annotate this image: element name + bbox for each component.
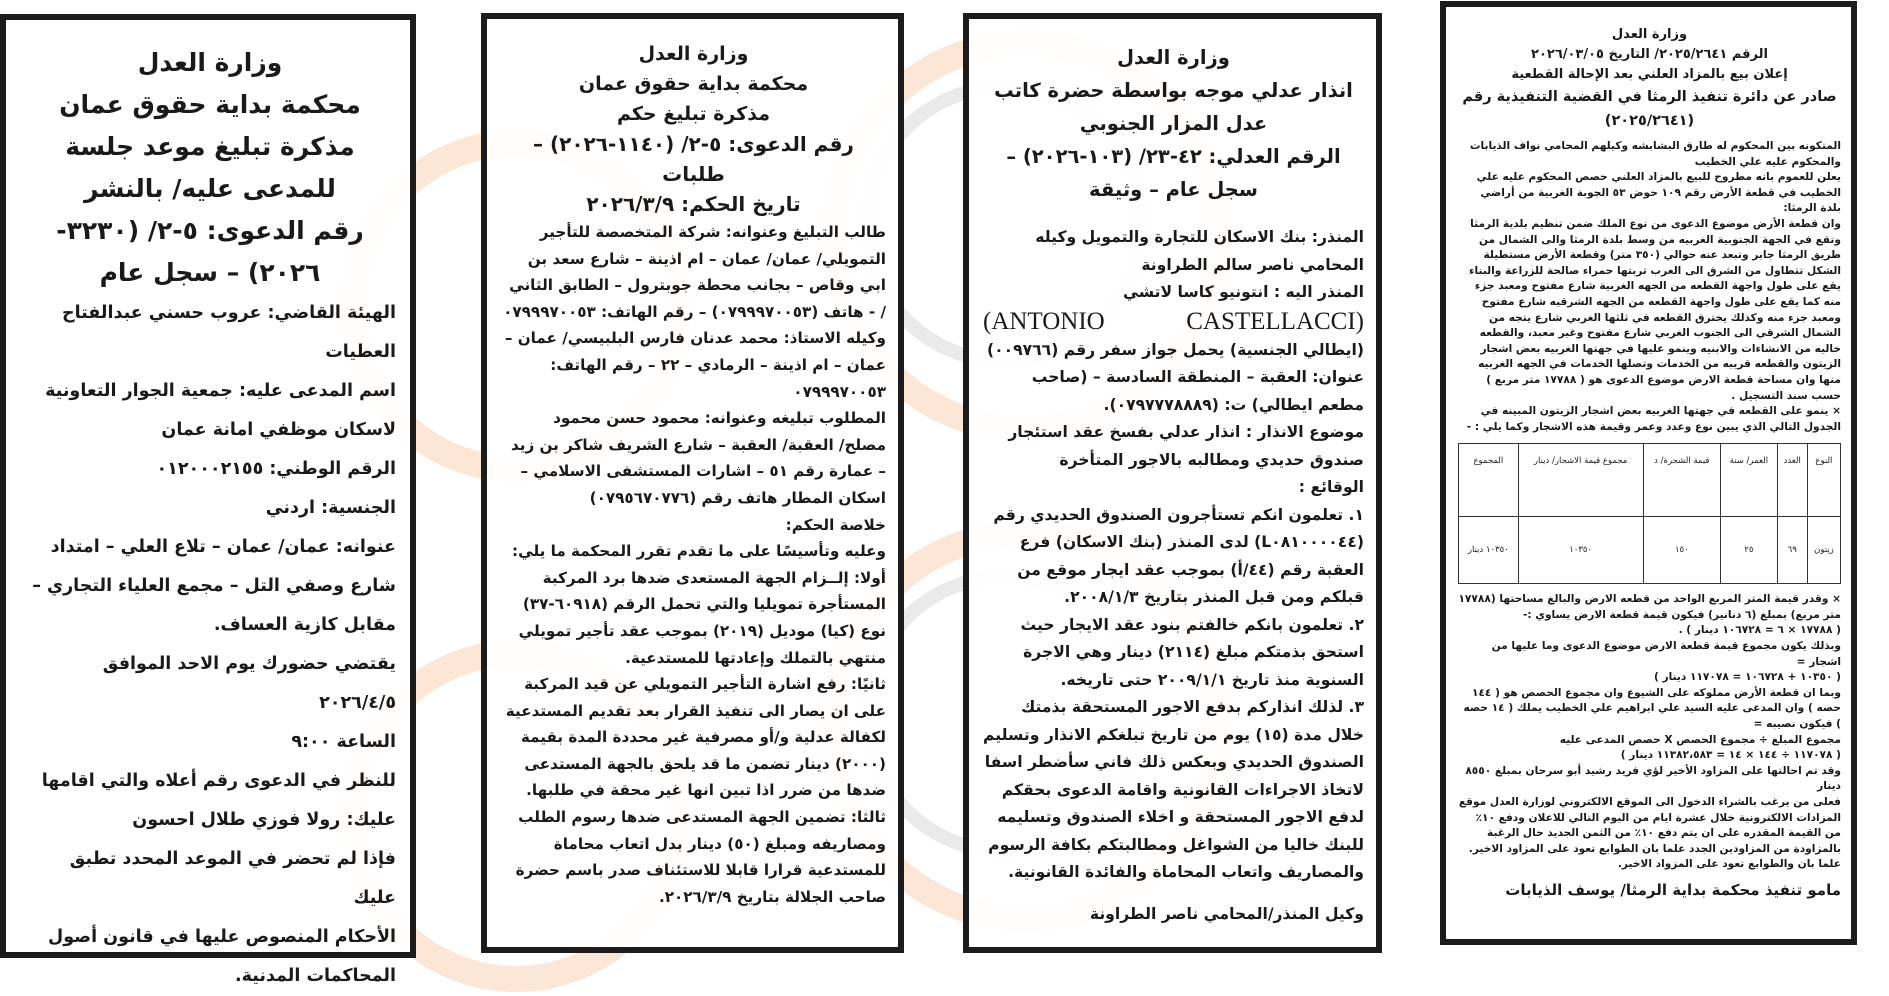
notice-body: [24, 294, 396, 996]
table-cell: ١٠٣٥٠: [1518, 517, 1643, 584]
court-name: محكمة بداية حقوق عمان: [59, 90, 361, 119]
court-name: محكمة بداية حقوق عمان: [578, 73, 809, 95]
table-row: [1459, 517, 1841, 584]
notice-title-2: للمدعى عليه/ بالنشر: [84, 174, 336, 203]
body-line: فإذا لم تحضر في الموعد المحدد تطبق عليك: [69, 849, 396, 908]
calculation-line: ( ١٧٧٨٨ × ٦ = ١٠٦٧٢٨ دينار ) .: [1678, 624, 1841, 637]
notice-title: إعلان بيع بالمزاد العلني بعد الإحالة القطعية: [1511, 67, 1788, 82]
passport-line: (ايطالي الجنسية) يحمل جواز سفر رقم (٠٠٩٧٦٦): [986, 340, 1364, 359]
plaintiff-name: عليك: رولا فوزي طلال احسون: [132, 810, 396, 830]
body-paragraph: وعليه وتأسيسًا على ما تقدم تقرر المحكمة ما يلي:: [512, 542, 886, 561]
case-type: طلبات: [662, 162, 725, 186]
total-paragraph: وبذلك يكون مجموع قيمة قطعة الارض موضوع الدعوى وما عليها من اشجار =: [1491, 640, 1841, 668]
table-header-row: [1459, 444, 1841, 517]
notice-title: مذكرة تبليغ حكم: [616, 103, 771, 125]
table-cell: ٢٥: [1721, 517, 1778, 584]
hearing-time: الساعة ٩:٠٠: [291, 732, 396, 752]
warned-party: المنذر اليه : انتونيو كاسا لاتشي: [1123, 283, 1364, 301]
signature: مامو تنفيذ محكمة بداية الرمثا/ يوسف الذيابات: [1505, 880, 1841, 899]
calculation-line: ( ١٠٣٥٠ + ١٠٦٧٢٨ = ١١٧٠٧٨ دينار ): [1653, 671, 1841, 684]
hearing-date: يقتضي حضورك يوم الاحد الموافق ٢٠٢٦/٤/٥: [102, 654, 396, 713]
ruling-second: ثانيًا: رفع اشارة التأجير التمويلي عن قيد المركبة على ان يصار الى تنفيذ القرار بعد تقديم المستدعية لكفالة عدلية و/أو مصرفية غير محددة المدة بقيمة (٢٠٠٠) دينار تضمن ما قد يلحق بالجهة المستدعى ضدها من ضرر اذا تبين انها غير محقة في طلبها.: [505, 675, 886, 800]
trees-intro: × ينمو على القطعه في جهتها الغربيه بعض اشجار الزيتون المبينه في الجدول التالي الذي يبين نوع وعدد وعمر وقيمة هذه الاشجار وكما يلي : -: [1466, 405, 1841, 433]
ruling-first: أولا: إلــزام الجهة المستعدى ضدها برد المركبة المستأجرة تمويليا والتي تحمل الرقم (٦٠٩١٨-٣٧) نوع (كيا) موديل (٢٠١٩) بموجب عقد تأجير تمويلي منتهي بالتملك وإعادتها للمستدعية.: [518, 568, 886, 667]
reference-type: سجل عام – وثيقة: [1089, 178, 1258, 201]
notice-body: [501, 219, 886, 910]
subject-paragraph: موضوع الانذار : انذار عدلي بفسخ عقد استئجار صندوق حديدي ومطالبه بالاجور المتأخرة: [1008, 423, 1364, 469]
notice-header: [501, 39, 886, 219]
calculation-line: ( ١١٧٠٧٨ ÷ ١٤٤ × ١٤ = ١١٣٨٢،٥٨٣ دينار ): [1620, 749, 1841, 762]
notice-title: مذكرة تبليغ موعد جلسة: [65, 132, 355, 161]
notice-body: [983, 224, 1364, 887]
reference-number: الرقم العدلي: ٤٢-٢٣/ (١٠٣-٢٠٢٦) –: [1006, 145, 1341, 168]
address-line: شارع وصفي التل – مجمع العلياء التجاري –: [32, 576, 396, 596]
nationality: الجنسية: اردني: [265, 498, 396, 518]
requester-paragraph: طالب التبليغ وعنوانه: شركة المتخصصة للتأجير التمويلي/ عمان/ عمان – ام اذينة – شارع سعد بن ابي وقاص – بجانب محطة جوبترول – الطابق الثاني / - هاتف (٠٧٩٩٩٧٠٠٥٣) – رقم الهاتف: ٠٧٩٩٩٧٠٠٥٣: [503, 223, 886, 321]
trees-table: [1458, 443, 1841, 584]
ministry-title: وزارة العدل: [1611, 27, 1688, 42]
body-line: لاسكان موظفي امانة عمان: [161, 420, 396, 440]
notice-body: [1458, 139, 1841, 873]
column-header: العمر/ سنة: [1721, 444, 1778, 517]
last-bidder-paragraph: وقد تم احالتها على المزاود الأخير لؤي فريد رشيد أبو سرحان بمبلغ ٨٥٥٠ دينار: [1465, 764, 1841, 793]
valuation-paragraph: × وقدر قيمة المتر المربع الواحد من قطعه الارض والبالغ مساحتها (١٧٧٨٨ متر مربع) بمبلغ (٦ دنانير) فيكون قيمة قطعة الارض يساوي :-: [1458, 593, 1841, 621]
address-paragraph: عنوان: العقبة – المنطقة السادسة – (صاحب مطعم ايطالي) ت: (٠٧٩٧٧٧٨٨٨٩).: [1031, 368, 1364, 414]
body-line: الأحكام المنصوص عليها في قانون أصول: [48, 927, 396, 947]
notice-header: [1458, 25, 1841, 133]
land-description: وان قطعة الأرض موضوع الدعوى من نوع الملك ضمن تنظيم بلدية الرمثا وتقع في الجهة الجنوبية الغربيه من وسط بلدة الرمثا والى الشمال من طريق الرمثا جابر وتبعد عنه حوالي (٣٥٠ متر) وقطعة الأرض مستطيلة الشكل تتطاول من الشرق الى الغرب تربتها حمراء صالحة للزراعة والبناء يقع على طول واجهة القطعه من الجهه الغربية شارع مفتوح ومعبد جزء منه كما يقع على طول واجهة القطعه من الجهه الشرقيه شارع مفتوح ومعبد جزء منه وكذلك يخترق القطعه في ثلثها الغربي شارع يتجه من الشمال الشرقي الى الجنوب الغربي شارع مفتوح وغير معبد، والقطعه خاليه من الانشاءات والابنيه وينمو عليها في جهتها الغربيه بعض اشجار الزيتون والقطعه قريبه من الخدمات وتصلها الخدمات في الجهه الغربيه منها وان مساحة قطعة الارض موضوع الدعوى هو ( ١٧٧٨٨ متر مربع ) حسب سند التسجيل .: [1469, 217, 1841, 402]
judgment-summary-label: خلاصة الحكم:: [785, 515, 886, 534]
body-line: العطيات: [325, 342, 396, 362]
address-line: مقابل كازية العساف.: [213, 615, 396, 635]
stamps-note: علما بان والطوابع تعود على المزواد الاخير.: [1617, 858, 1841, 871]
warner-paragraph: المنذر: بنك الاسكان للتجارة والتمويل وكيله المحامي ناصر سالم الطراونة: [1035, 228, 1364, 274]
column-header: النوع: [1807, 444, 1840, 517]
attorney-paragraph: وكيله الاستاذ: محمد عدنان فارس البلبيسي/ عمان – عمان – ام اذينة – الرمادي – ٢٢ – رقم الهاتف: ٠٧٩٩٩٧٠٠٥٣: [504, 329, 886, 401]
table-cell: زيتون: [1807, 517, 1840, 584]
bidding-instructions: فعلى من يرغب بالشراء الدخول الى الموقع الالكتروني لوزارة العدل موقع المزادات الالكترونية خلال عشرة ايام من اليوم التالي للاعلان ودفع ١٠٪ من القيمة المقدره على ان يتم دفع ١٠٪ من الثمن الجديد حال الرغبة بالمزاودة من المزاودين الجدد علما بان الطوابع تعود على المزاود الاخير.: [1458, 796, 1841, 855]
column-header: المجموع: [1459, 444, 1519, 517]
formula-line: مجموع المبلغ ÷ مجموع الحصص X حصص المدعى عليه: [1559, 733, 1841, 746]
notice-hearing-summons: [0, 14, 416, 986]
fact-2: ٢. تعلمون بانكم خالفتم بنود عقد الايجار حيث استحق بذمتكم مبلغ (٢١١٤) دينار وهي الاجرة السنوية منذ تاريخ ٢٠٠٩/١/١ حتى تاريخه.: [1020, 615, 1364, 689]
body-line: الهيئة القاضي: عروب حسني عبدالفتاح: [61, 303, 396, 323]
ministry-title: وزارة العدل: [137, 48, 283, 77]
ruling-third: ثالثا: تضمين الجهة المستدعى ضدها رسوم الطلب ومصاريفه ومبلغ (٥٠) دينار بدل اتعاب محاماة للمستدعية قرارا قابلا للاستئناف صدر باسم حضرة صاحب الجلالة بتاريخ ٢٠٢٦/٣/٩.: [515, 808, 886, 906]
facts-label: الوقائع :: [1298, 478, 1364, 496]
national-id: الرقم الوطني: ٠١٢٠٠٠٢١٥٥: [156, 459, 396, 479]
notice-judgment-summons: [481, 13, 904, 953]
table-cell: ١٠٣٥٠ دينار: [1459, 517, 1519, 584]
notice-title-2: عدل المزار الجنوبي: [1079, 112, 1268, 135]
body-line: اسم المدعى عليه: جمعية الجوار التعاونية: [45, 381, 396, 401]
latin-name: (ANTONIO CASTELLACCI): [983, 307, 1364, 335]
respondent-paragraph: المطلوب تبليغه وعنوانه: محمود حسن محمود مصلح/ العقبة/ العقبة – شارع الشريف شاكر بن زيد – عمارة رقم ٥١ – اشارات المستشفى الاسلامي – اسكان المطار هاتف رقم (٠٧٩٥٦٧٠٧٧٦): [510, 409, 886, 507]
fact-1: ١. تعلمون انكم تستأجرون الصندوق الحديدي رقم (L٠٨١٠٠٠٠٤٤) لدى المنذر (بنك الاسكان) فرع العقبة رقم (٤٤/أ) بموجب عقد ايجار موقع من قبلكم ومن قبل المنذر بتاريخ ٢٠٠٨/١/٣.: [993, 505, 1364, 606]
notice-auction-sale: [1440, 1, 1857, 945]
column-header: قيمة الشجرة/ د: [1643, 444, 1721, 517]
ministry-title: وزارة العدل: [638, 43, 749, 65]
body-line: للنظر في الدعوى رقم أعلاه والتي اقامها: [41, 771, 396, 791]
address-line: عنوانه: عمان/ عمان – تلاع العلي – امتداد: [50, 537, 396, 557]
reference-line: الرقم ٢٠٢٥/٢٦٤١/ التاريخ ٢٠٢٦/٠٣/٠٥: [1531, 47, 1768, 62]
case-number-2: ٢٠٢٦) – سجل عام: [99, 258, 321, 287]
notice-header: [983, 41, 1364, 206]
table-cell: ١٥٠: [1643, 517, 1721, 584]
parties-paragraph: المتكونه بين المحكوم له طارق البشابشه وكيلهم المحامي نواف الذيابات والمحكوم عليه علي الخطيب: [1469, 140, 1841, 168]
column-header: مجموع قيمة الاشجار/ دينار: [1518, 444, 1643, 517]
notice-header: [24, 42, 396, 294]
judgment-date: تاريخ الحكم: ٢٠٢٦/٣/٩: [586, 192, 801, 216]
shares-paragraph: وبما ان قطعة الأرض مملوكه على الشيوع وان مجموع الحصص هو ( ١٤٤ حصه ) وان المدعى عليه السيد علي ابراهيم علي الخطيب يملك ( ١٤ حصه ) فيكون نصيبه =: [1463, 686, 1841, 731]
case-number: رقم الدعوى: ٥-٢/ (١١٤٠-٢٠٢٦) –: [533, 132, 854, 156]
table-cell: ٦٩: [1777, 517, 1807, 584]
body-line: المحاكمات المدنية.: [234, 966, 396, 986]
notice-legal-warning: [963, 13, 1382, 953]
column-header: العدد: [1777, 444, 1807, 517]
signature: وكيل المنذر/المحامي ناصر الطراونة: [1089, 904, 1364, 923]
case-number: رقم الدعوى: ٥-٢/ (٣٢٣٠-: [56, 216, 364, 245]
ministry-title: وزارة العدل: [1117, 46, 1230, 69]
fact-3: ٣. لذلك انذاركم بدفع الاجور المستحقة بذمتك خلال مدة (١٥) يوم من تاريخ تبلغكم الانذار وتسليم الصندوق الحديدي وبعكس ذلك فاني سأضطر اسفا لاتخاذ الاجراءات القانونية واقامة الدعوى بحقكم لدفع الاجور المستحقة و اخلاء الصندوق وتسليمه للبنك خاليا من الشواغل ومطالبتكم بكافة الرسوم والمصاريف واتعاب المحاماة والفائدة القانونية.: [983, 698, 1364, 881]
notice-subtitle: صادر عن دائرة تنفيذ الرمثا في القضية التنفيذية رقم (٢٠٢٥/٢٦٤١): [1462, 89, 1837, 129]
notice-title: انذار عدلي موجه بواسطة حضرة كاتب: [994, 79, 1353, 102]
announcement-paragraph: يعلن للعموم بانه مطروح للبيع بالمزاد العلني حصص المحكوم عليه علي الخطيب في قطعة الأرض رقم ١٠٩ حوض ٥٣ الجوبة الغربية من أراضي بلدة الرمثا:: [1476, 171, 1841, 215]
